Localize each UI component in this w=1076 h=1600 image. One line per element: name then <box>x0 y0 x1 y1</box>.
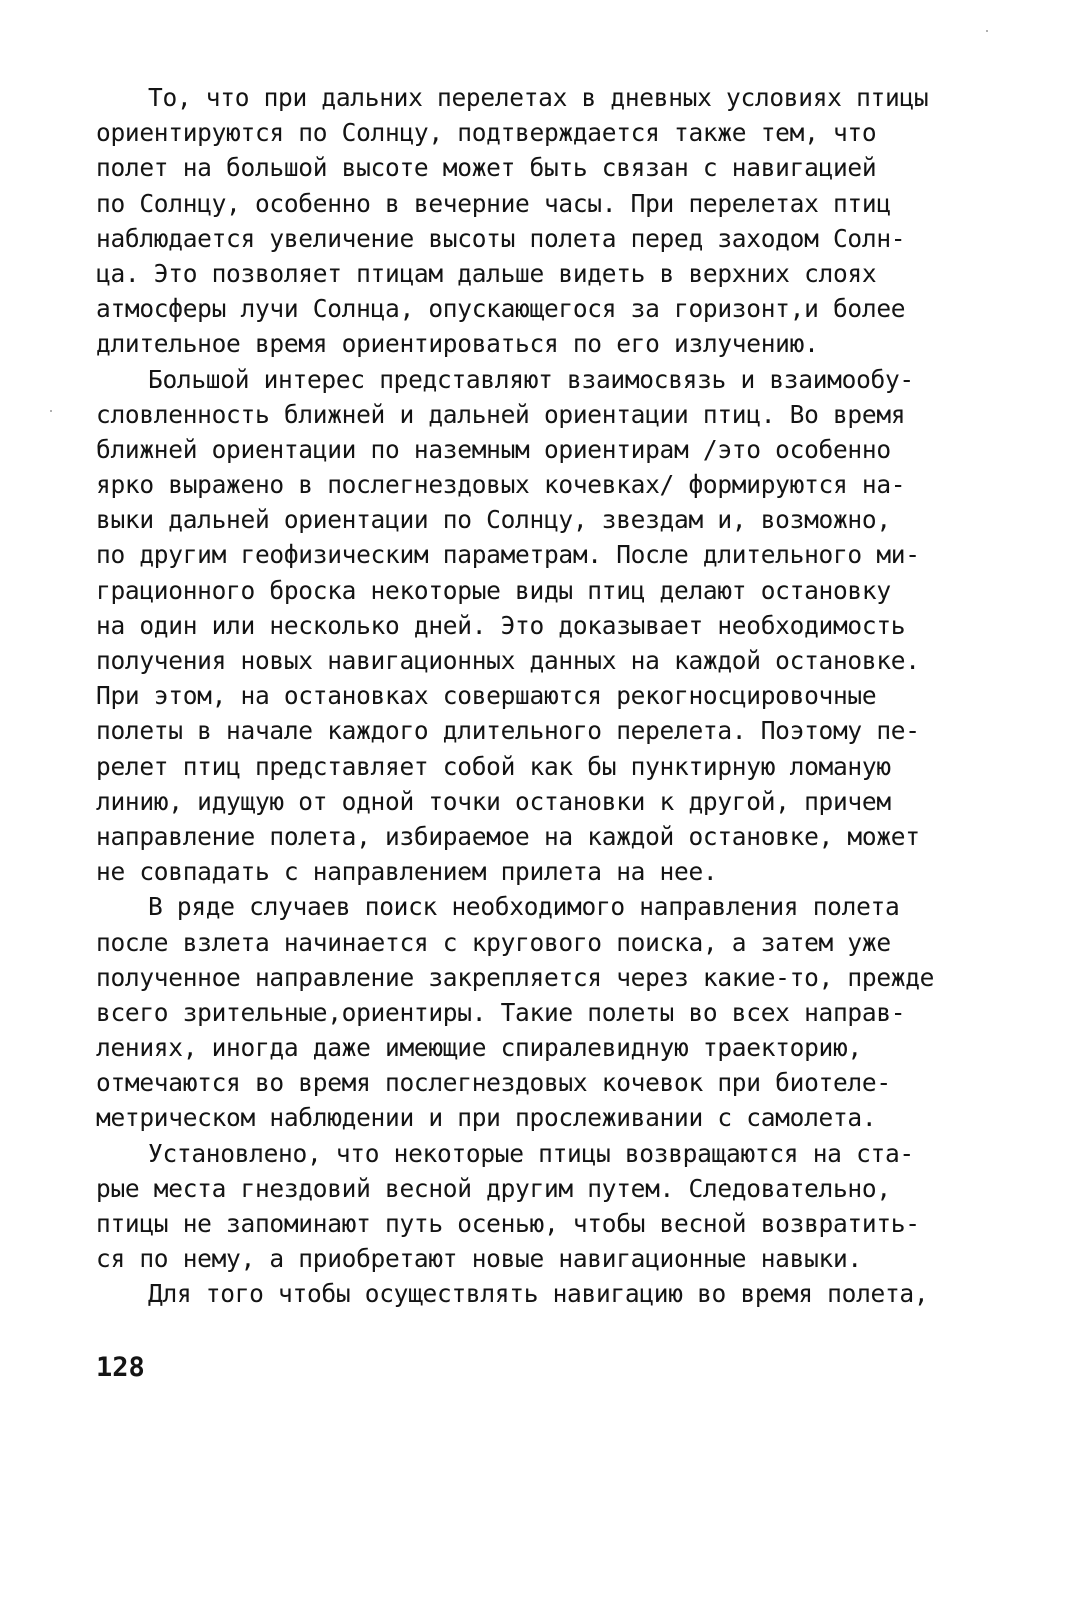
text-line: длительное время ориентироваться по его излучению. <box>96 329 819 359</box>
text-line: направление полета, избираемое на каждой остановке, может <box>96 821 920 851</box>
paragraph <box>96 1276 1024 1311</box>
paragraph <box>96 80 1024 362</box>
text-line: Для того чтобы осуществлять навигацию во время полета, <box>148 1279 929 1309</box>
text-line: выки дальней ориентации по Солнцу, звездам и, возможно, <box>96 505 891 535</box>
scan-speck <box>50 410 52 412</box>
text-line: ориентируются по Солнцу, подтверждается также тем, что <box>96 118 877 148</box>
text-line: ярко выражено в послегнездовых кочевках/ формируются на- <box>96 470 906 500</box>
text-line: наблюдается увеличение высоты полета перед заходом Солн- <box>96 223 906 253</box>
text-line: Установлено, что некоторые птицы возвращаются на ста- <box>148 1138 914 1168</box>
text-line: после взлета начинается с кругового поиска, а затем уже <box>96 927 891 957</box>
text-line: отмечаются во время послегнездовых кочевок при биотеле- <box>96 1068 891 1098</box>
text-line: ца. Это позволяет птицам дальше видеть в верхних слоях <box>96 258 877 288</box>
text-line: метрическом наблюдении и при прослеживании с самолета. <box>96 1103 877 1133</box>
text-line: полученное направление закрепляется через какие-то, прежде <box>96 962 935 992</box>
paragraph <box>96 1136 1024 1277</box>
text-line: рые места гнездовий весной другим путем. Следовательно, <box>96 1173 891 1203</box>
text-line: по Солнцу, особенно в вечерние часы. При перелетах птиц <box>96 188 891 218</box>
text-line: лениях, иногда даже имеющие спиралевидную траекторию, <box>96 1033 862 1063</box>
text-line: не совпадать с направлением прилета на нее. <box>96 857 718 887</box>
text-line: грационного броска некоторые виды птиц делают остановку <box>96 575 891 605</box>
text-line: птицы не запоминают путь осенью, чтобы весной возвратить- <box>96 1209 920 1238</box>
body-text <box>96 80 1024 1312</box>
text-line: При этом, на остановках совершаются рекогносцировочные <box>96 681 877 711</box>
text-line: ся по нему, а приобретают новые навигационные навыки. <box>96 1244 862 1274</box>
text-line: В ряде случаев поиск необходимого направления полета <box>148 892 900 922</box>
page-number: 128 <box>96 1352 145 1383</box>
text-line: по другим геофизическим параметрам. После длительного ми- <box>96 540 920 570</box>
text-line: на один или несколько дней. Это доказывает необходимость <box>96 610 906 640</box>
text-line: ближней ориентации по наземным ориентирам /это особенно <box>96 434 891 464</box>
text-line: полет на большой высоте может быть связан с навигацией <box>96 153 877 183</box>
text-line: атмосферы лучи Солнца, опускающегося за горизонт,и более <box>96 294 906 324</box>
scan-speck <box>986 30 988 32</box>
text-line: То, что при дальних перелетах в дневных условиях птицы <box>148 83 929 112</box>
text-line: релет птиц представляет собой как бы пунктирную ломаную <box>96 751 891 781</box>
paragraph <box>96 889 1024 1135</box>
text-line: Большой интерес представляют взаимосвязь и взаимообу- <box>148 364 914 394</box>
text-line: всего зрительные,ориентиры. Такие полеты во всех направ- <box>96 997 906 1027</box>
text-line: линию, идущую от одной точки остановки к другой, причем <box>96 786 891 816</box>
text-line: полеты в начале каждого длительного перелета. Поэтому пе- <box>96 716 920 746</box>
text-line: получения новых навигационных данных на каждой остановке. <box>96 646 920 675</box>
paragraph <box>96 362 1024 890</box>
text-line: словленность ближней и дальней ориентации птиц. Во время <box>96 399 906 429</box>
